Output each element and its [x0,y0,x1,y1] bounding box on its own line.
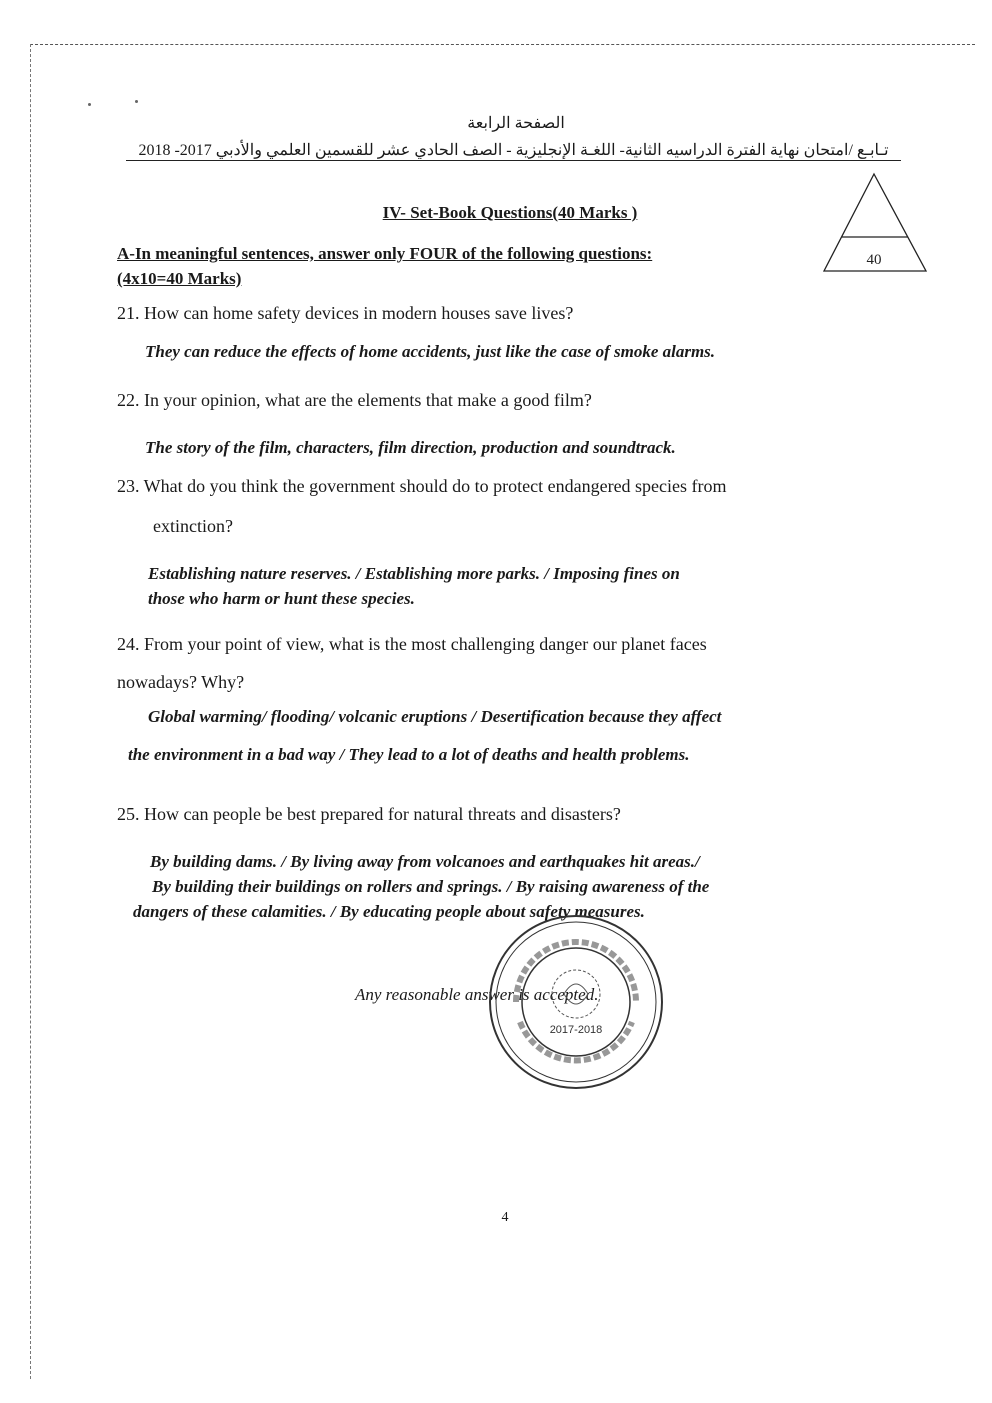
answer-21: They can reduce the effects of home accidents, just like the case of smoke alarms. [145,342,716,361]
marks-box-value: 40 [866,252,882,268]
scan-speck [88,103,91,106]
answer-25: By building dams. / By living away from volcanoes and earthquakes hit areas./ [150,852,700,871]
answer-25-cont2: dangers of these calamities. / By educating people about safety measures. [133,902,645,921]
official-stamp [486,912,666,1092]
question-25: 25. How can people be best prepared for natural threats and disasters? [117,804,621,824]
scan-speck [135,100,138,103]
page-number: 4 [501,1210,509,1225]
section-title: IV- Set-Book Questions(40 Marks ) [382,203,638,222]
answer-24: Global warming/ flooding/ volcanic eruptions / Desertification because they affect [148,707,722,726]
question-23: 23. What do you think the government should do to protect endangered species from [117,476,727,496]
question-23-cont: extinction? [153,516,233,536]
question-24: 24. From your point of view, what is the most challenging danger our planet faces [117,634,707,654]
scan-border-left [30,44,31,1379]
question-21: 21. How can home safety devices in modern houses save lives? [117,303,574,323]
answer-24-cont: the environment in a bad way / They lead to a lot of deaths and health problems. [128,745,690,764]
closing-note: Any reasonable answer is accepted. [355,985,599,1004]
page-label-arabic: الصفحة الرابعة [467,115,565,132]
section-instruction [117,241,807,291]
answer-25-cont: By building their buildings on rollers and springs. / By raising awareness of the [152,877,710,896]
question-22: 22. In your opinion, what are the elements that make a good film? [117,390,592,410]
answer-23: Establishing nature reserves. / Establishing more parks. / Imposing fines on [148,564,680,583]
marks-triangle [822,172,928,274]
header-rule [126,160,901,161]
answer-22: The story of the film, characters, film direction, production and soundtrack. [145,438,676,457]
exam-title-arabic: تـابـع /امتحان نهاية الفترة الدراسيه الثانية- اللغـة الإنجليزية - الصف الحادي عشر للقسمين العلمي والأدبي 2017- 2018 [138,142,889,159]
stamp-year: 2017-2018 [549,1024,603,1036]
scan-border-top [30,44,975,45]
question-24-cont: nowadays? Why? [117,672,245,692]
instruction-marks: (4x10=40 Marks) [117,269,242,288]
instruction-line: A-In meaningful sentences, answer only FOUR of the following questions: [117,244,653,263]
answer-23-cont: those who harm or hunt these species. [148,589,415,608]
